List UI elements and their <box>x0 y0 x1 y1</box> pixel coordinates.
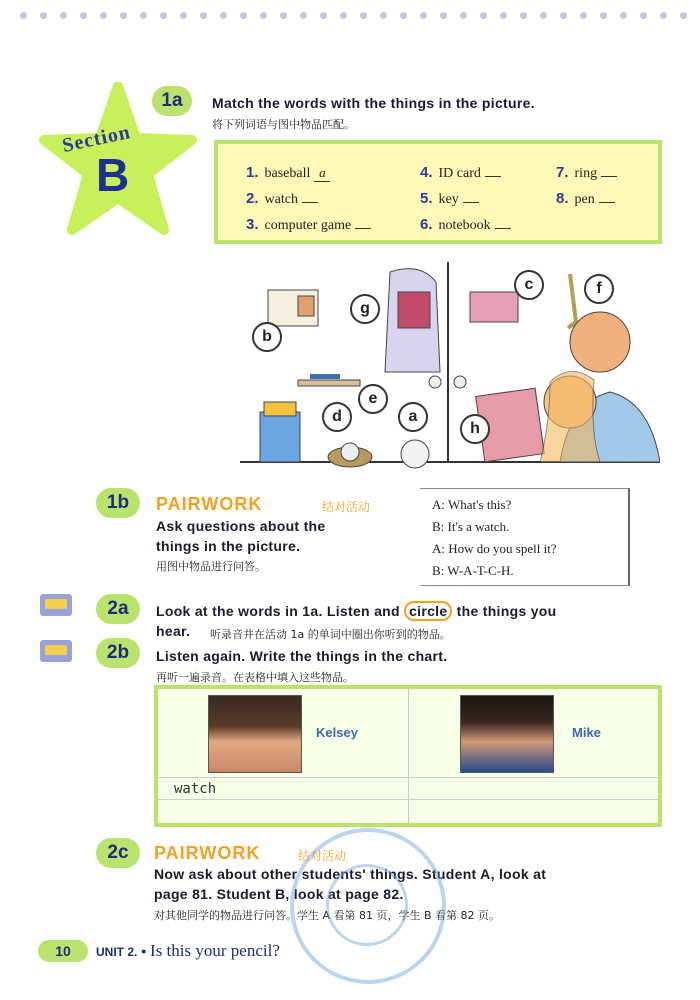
instruction-1a: Match the words with the things in the picture. <box>212 95 535 111</box>
word-item: 2. watch <box>246 190 318 208</box>
answer-blank[interactable] <box>485 176 501 177</box>
instruction-2a-cn: 听录音并在活动 1a 的单词中圈出你听到的物品。 <box>210 628 451 641</box>
name-kelsey: Kelsey <box>316 725 358 740</box>
section-word: Section <box>60 121 133 157</box>
dialog-line: B: W-A-T-C-H. <box>432 563 514 578</box>
word-item: 8. pen <box>556 190 615 208</box>
footer-unit-title: UNIT 2. • Is this your pencil? <box>96 941 280 960</box>
audio-tape-icon <box>40 594 72 616</box>
scene-label-f: f <box>584 274 614 304</box>
top-dot-border <box>20 12 690 26</box>
instruction-2c-line1: Now ask about other students' things. Student A, look at <box>154 866 547 882</box>
answer-blank[interactable]: a <box>314 165 330 182</box>
badge-2b: 2b <box>96 638 140 668</box>
instruction-2c-line2: page 81. Student B, look at page 82. <box>154 886 404 902</box>
handwritten-answer[interactable]: watch <box>174 781 217 797</box>
word-item: 5. key <box>420 190 479 208</box>
instruction-1b-line2: things in the picture. <box>156 538 301 554</box>
instruction-1a-cn: 将下列词语与图中物品匹配。 <box>212 118 355 131</box>
answer-blank[interactable] <box>601 176 617 177</box>
dialog-line: A: How do you spell it? <box>432 541 557 556</box>
section-letter: B <box>96 149 130 201</box>
audio-tape-icon <box>40 640 72 662</box>
word-item: 6. notebook <box>420 216 511 234</box>
answer-blank[interactable] <box>302 202 318 203</box>
badge-1a: 1a <box>152 86 192 116</box>
kelsey-photo <box>208 695 302 773</box>
dialog-line: B: It's a watch. <box>432 519 510 534</box>
instruction-2a-line1: Look at the words in 1a. Listen and circle the things you <box>156 603 557 619</box>
answer-blank[interactable] <box>463 202 479 203</box>
pairwork-2c: PAIRWORK <box>154 843 261 863</box>
illustration-scene <box>240 262 660 478</box>
scene-label-d: d <box>322 402 352 432</box>
instruction-2b-cn: 再听一遍录音。在表格中填入这些物品。 <box>156 671 354 684</box>
scene-label-b: b <box>252 322 282 352</box>
scene-label-h: h <box>460 414 490 444</box>
scene-label-c: c <box>514 270 544 300</box>
scene-label-a: a <box>398 402 428 432</box>
scene-label-e: e <box>358 384 388 414</box>
answer-blank[interactable] <box>355 228 371 229</box>
word-item: 1. baseball a <box>246 164 330 182</box>
badge-2a: 2a <box>96 594 140 624</box>
badge-2c: 2c <box>96 838 140 868</box>
answer-blank[interactable] <box>599 202 615 203</box>
pairwork-1b-cn: 结对活动 <box>322 500 371 514</box>
mike-photo <box>460 695 554 773</box>
scene-label-g: g <box>350 294 380 324</box>
dialog-line: A: What's this? <box>432 497 512 512</box>
sample-dialog <box>420 488 630 586</box>
word-item: 7. ring <box>556 164 617 182</box>
badge-1b: 1b <box>96 488 140 518</box>
instruction-2c-cn: 对其他同学的物品进行问答。学生 A 看第 81 页，学生 B 看第 82 页。 <box>154 909 501 922</box>
word-item: 3. computer game <box>246 216 371 234</box>
answer-chart <box>154 685 662 827</box>
answer-blank[interactable] <box>495 228 511 229</box>
instruction-1b-cn: 用图中物品进行问答。 <box>156 560 266 573</box>
instruction-2a-line2: hear. <box>156 623 191 639</box>
instruction-2b: Listen again. Write the things in the chart. <box>156 648 448 664</box>
pairwork-1b: PAIRWORK <box>156 494 263 514</box>
pairwork-2c-cn: 结对活动 <box>298 849 347 863</box>
word-item: 4. ID card <box>420 164 501 182</box>
word-list-box <box>214 140 662 244</box>
watermark-stamp-inner <box>326 864 408 946</box>
page-number: 10 <box>38 940 88 962</box>
instruction-1b-line1: Ask questions about the <box>156 518 326 534</box>
name-mike: Mike <box>572 725 601 740</box>
circle-word: circle <box>404 601 452 621</box>
